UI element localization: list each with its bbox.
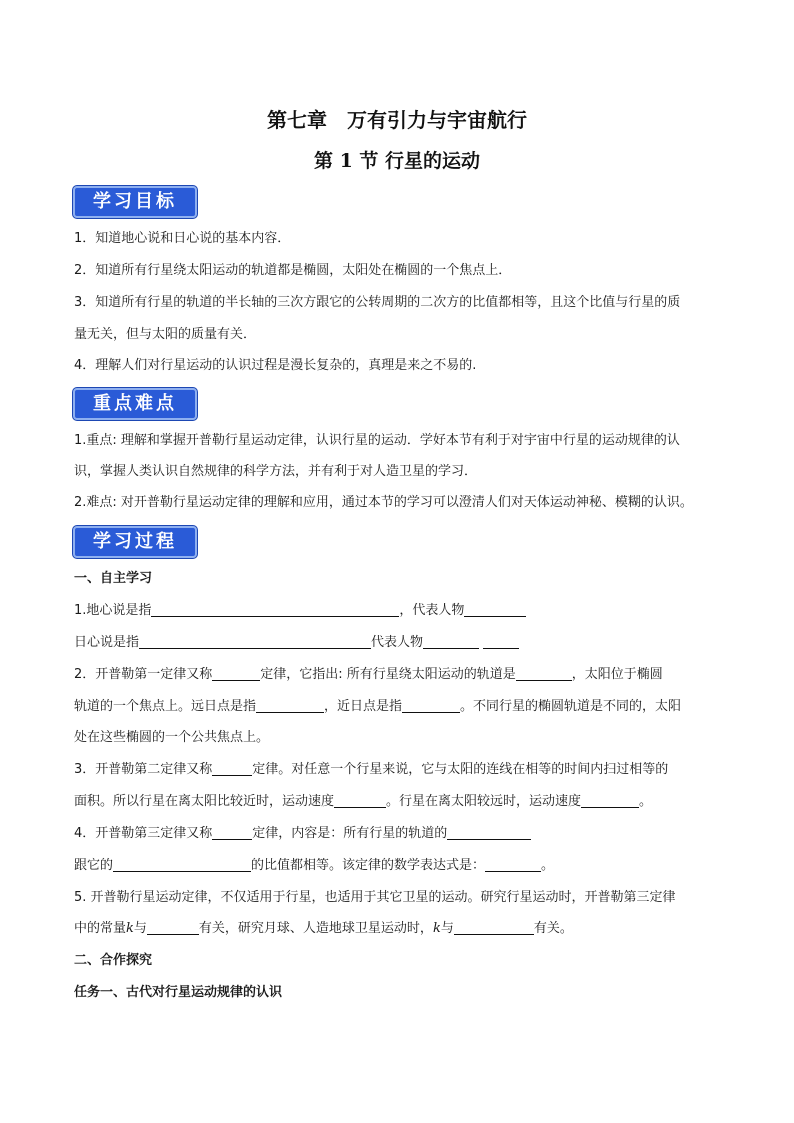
section-title: 第 1 节 行星的运动: [313, 150, 481, 172]
answer-blank[interactable]: [256, 698, 324, 713]
answer-blank[interactable]: [147, 920, 199, 935]
answer-blank[interactable]: [151, 602, 399, 617]
question-line: 日心说是指 代表人物: [74, 634, 726, 652]
answer-blank[interactable]: [334, 793, 386, 808]
key-point-line: 2.难点: 对开普勒行星运动定律的理解和应用，通过本节的学习可以澄清人们对天体运动神秘、模糊的认识。: [74, 495, 693, 510]
question-line: 跟它的 的比值都相等。该定律的数学表达式是： 。: [74, 858, 555, 873]
answer-blank[interactable]: [454, 920, 534, 935]
answer-blank[interactable]: [139, 634, 371, 649]
answer-blank[interactable]: [212, 825, 252, 840]
objective-line: 2．知道所有行星绕太阳运动的轨道都是椭圆，太阳处在椭圆的一个焦点上．: [74, 263, 512, 278]
objective-line: 4．理解人们对行星运动的认识过程是漫长复杂的，真理是来之不易的.: [74, 358, 477, 373]
answer-blank[interactable]: [516, 666, 572, 681]
answer-blank[interactable]: [485, 857, 541, 872]
process-badge: 学习过程: [73, 526, 197, 558]
question-line: 轨道的一个焦点上。远日点是指 ，近日点是指 。不同行星的椭圆轨道是不同的，太阳: [74, 699, 682, 714]
question-line: 处在这些椭圆的一个公共焦点上。: [74, 730, 270, 745]
task-heading: 任务一、古代对行星运动规律的认识: [74, 985, 283, 1000]
key-point-line: 1.重点: 理解和掌握开普勒行星运动定律，认识行星的运动．学好本节有利于对宇宙中行星的运动规律的认: [74, 433, 680, 448]
question-line: 面积。所以行星在离太阳比较近时，运动速度 。行星在离太阳较远时，运动速度 。: [74, 794, 653, 809]
answer-blank[interactable]: [464, 602, 526, 617]
key-point-line: 识，掌握人类认识自然规律的科学方法，并有利于对人造卫星的学习．: [74, 464, 478, 479]
answer-blank[interactable]: [113, 857, 251, 872]
objective-line: 量无关，但与太阳的质量有关．: [74, 327, 257, 342]
question-line: 1.地心说是指 ，代表人物: [74, 602, 726, 620]
objectives-badge: 学习目标: [73, 186, 197, 218]
question-line: 4．开普勒第三定律又称 定律，内容是：所有行星的轨道的: [74, 825, 726, 843]
key-points-badge: 重点难点: [73, 388, 197, 420]
answer-blank[interactable]: [402, 698, 460, 713]
question-line: 5. 开普勒行星运动定律，不仅适用于行星，也适用于其它卫星的运动。研究行星运动时，开普勒第三定律: [74, 890, 676, 905]
answer-blank[interactable]: [212, 666, 260, 681]
answer-blank[interactable]: [447, 825, 531, 840]
answer-blank[interactable]: [581, 793, 639, 808]
section-heading: 二、合作探究: [74, 953, 153, 968]
answer-blank[interactable]: [483, 634, 519, 649]
question-line: 2．开普勒第一定律又称 定律，它指出: 所有行星绕太阳运动的轨道是 ，太阳位于椭圆: [74, 667, 663, 682]
answer-blank[interactable]: [212, 761, 252, 776]
objective-line: 3．知道所有行星的轨道的半长轴的三次方跟它的公转周期的二次方的比值都相等，且这个比值与行星的质: [74, 295, 681, 310]
objective-line: 1．知道地心说和日心说的基本内容．: [74, 231, 291, 246]
section-heading: 一、自主学习: [74, 571, 153, 586]
question-line: 中的常量k与 有关，研究月球、人造地球卫星运动时，k与 有关。: [74, 921, 573, 936]
chapter-title: 第七章 万有引力与宇宙航行: [267, 108, 527, 132]
question-line: 3．开普勒第二定律又称 定律。对任意一个行星来说，它与太阳的连线在相等的时间内扫过相等的: [74, 762, 669, 777]
answer-blank[interactable]: [423, 634, 479, 649]
